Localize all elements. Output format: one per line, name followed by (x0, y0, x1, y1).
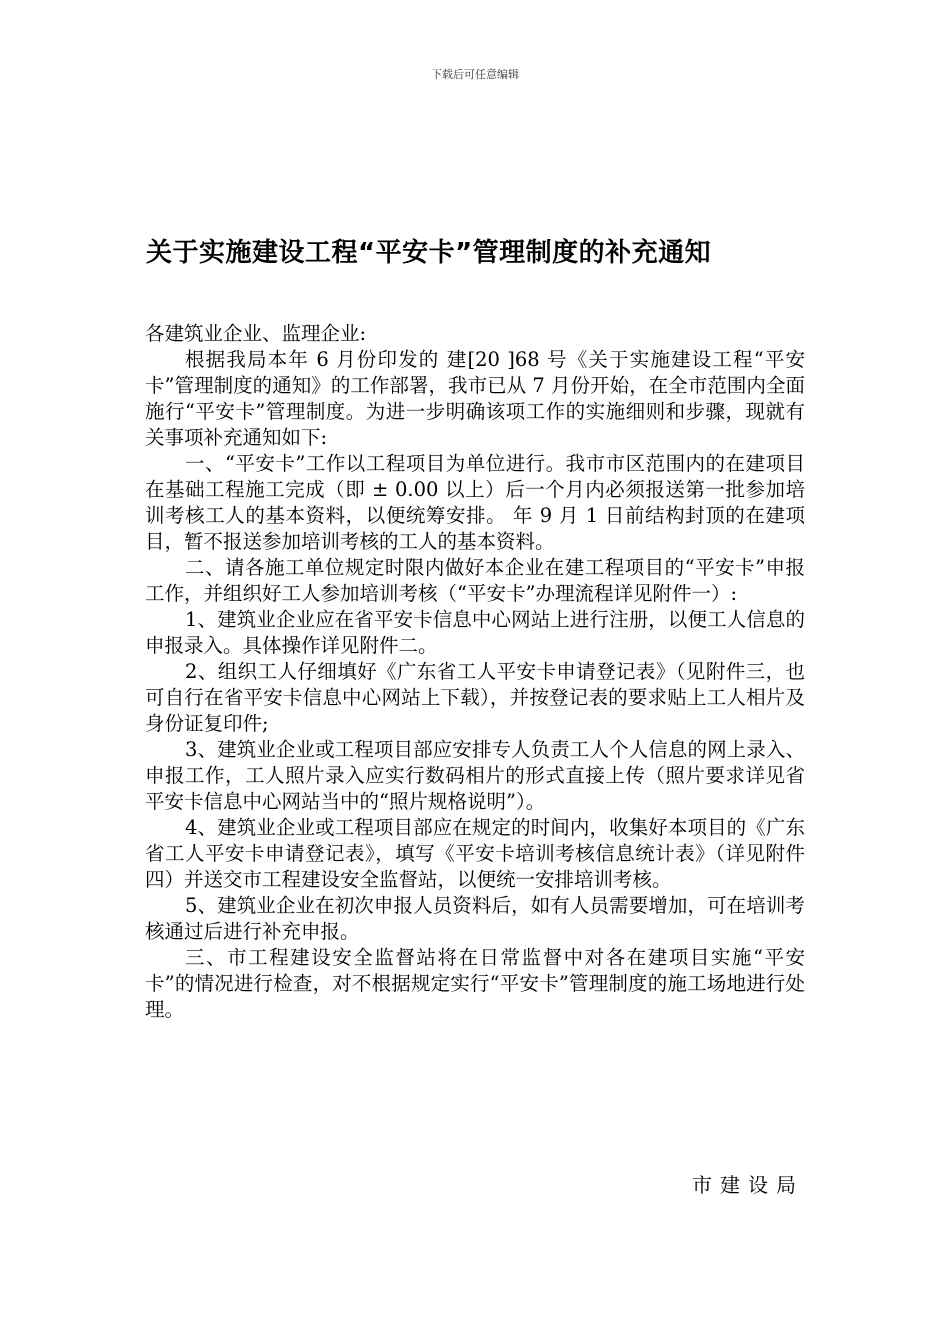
paragraph-section-3: 三、市工程建设安全监督站将在日常监督中对各在建项目实施“平安卡”的情况进行检查，对不根据规定实行“平安卡”管理制度的施工场地进行处理。 (145, 946, 805, 1021)
paragraph-section-2: 二、请各施工单位规定时限内做好本企业在建工程项目的“平安卡”申报工作，并组织好工人参加培训考核（“平安卡”办理流程详见附件一）: (145, 556, 805, 605)
paragraph-item-3: 3、建筑业企业或工程项目部应安排专人负责工人个人信息的网上录入、申报工作，工人照片录入应实行数码相片的形式直接上传（照片要求详见省平安卡信息中心网站当中的“照片规格说明”）。 (145, 738, 805, 813)
paragraph-intro: 根据我局本年 6 月份印发的 建[20 ]68 号《关于实施建设工程“平安卡”管理制度的通知》的工作部署，我市已从 7 月份开始，在全市范围内全面施行“平安卡”管理制度。为进一步明确该项工作的实施细则和步骤，现就有关事项补充通知如下: (145, 348, 805, 449)
document-title: 关于实施建设工程“平安卡”管理制度的补充通知 (146, 238, 712, 268)
salutation: 各建筑业企业、监理企业: (145, 322, 367, 345)
paragraph-item-4: 4、建筑业企业或工程项目部应在规定的时间内，收集好本项目的《广东省工人平安卡申请登记表》，填写《平安卡培训考核信息统计表》（详见附件四）并送交市工程建设安全监督站，以便统一安排培训考核。 (145, 816, 805, 891)
paragraph-item-1: 1、建筑业企业应在省平安卡信息中心网站上进行注册，以便工人信息的申报录入。具体操作详见附件二。 (145, 608, 805, 657)
signature: 市建设局 (692, 1173, 804, 1197)
paragraph-item-5: 5、建筑业企业在初次申报人员资料后，如有人员需要增加，可在培训考核通过后进行补充申报。 (145, 894, 805, 943)
paragraph-item-2: 2、组织工人仔细填好《广东省工人平安卡申请登记表》（见附件三，也可自行在省平安卡信息中心网站上下载），并按登记表的要求贴上工人相片及身份证复印件; (145, 660, 805, 735)
paragraph-section-1: 一、“平安卡”工作以工程项目为单位进行。我市市区范围内的在建项目在基础工程施工完成（即 ± 0.00 以上）后一个月内必须报送第一批参加培训考核工人的基本资料，以便统筹安排。 年 9 月 1 日前结构封顶的在建项目，暂不报送参加培训考核的工人的基本资料。 (145, 452, 805, 553)
header-note: 下载后可任意编辑 (431, 68, 519, 81)
document-body (145, 321, 805, 1023)
